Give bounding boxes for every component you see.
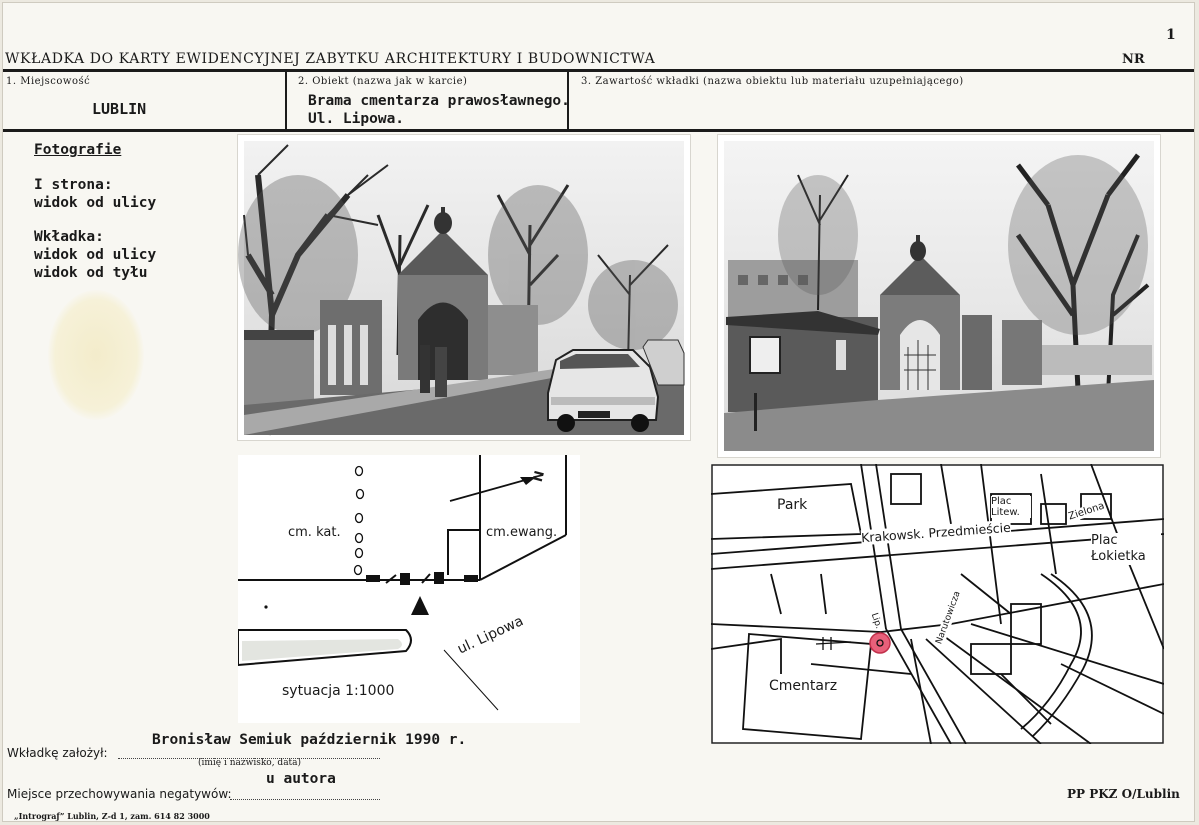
map-label-park: Park (777, 497, 808, 513)
sidebar-line-3: Wkładka: (34, 229, 104, 245)
label-sytuacja: sytuacja 1:1000 (282, 683, 395, 699)
nr-label: NR (1122, 52, 1145, 67)
miejsce-dotted-line (230, 799, 380, 800)
map-label-narutowicza: Narutowicza (934, 589, 963, 646)
printer-imprint: „Intrograƒ” Lublin, Z-d 1, zam. 614 82 3000 (14, 811, 210, 821)
photo-rear-view-image (718, 135, 1160, 457)
map-label-zielona: Zielona (1067, 500, 1106, 523)
map-label-lipowa: Lip. (868, 611, 884, 631)
miejsce-label: Miejsce przechowywania negatywów: (7, 787, 232, 801)
obiekt-line-1: Brama cmentarza prawosławnego. (308, 93, 570, 109)
map-label-cmentarz: Cmentarz (769, 678, 838, 694)
label-ul-lipowa: ul. Lipowa (455, 613, 526, 658)
miejscowosc-value: LUBLIN (92, 100, 147, 118)
institution-stamp: PP PKZ O/Lublin (1067, 787, 1180, 801)
miejscowosc-label: 1. Miejscowość (6, 76, 91, 87)
city-map (711, 464, 1164, 744)
map-label-plac-litewski: Plac Litew. (991, 496, 1031, 518)
field-divider-1 (285, 72, 287, 129)
sidebar-heading: Fotografie (34, 142, 122, 158)
north-arrow-letter: N (530, 469, 549, 484)
photo-street-view-image (238, 135, 690, 440)
fields-rule (3, 129, 1194, 132)
map-label-plac-lokietka: Plac Łokietka (1091, 533, 1161, 565)
site-plan (238, 455, 580, 723)
label-cm-ewang: cm.ewang. (486, 525, 558, 540)
glue-stain (48, 290, 144, 420)
sidebar-line-5: widok od tyłu (34, 265, 148, 281)
sidebar-line-1: I strona: (34, 177, 113, 193)
photo-rear-view (717, 134, 1161, 458)
sidebar-line-4: widok od ulicy (34, 247, 157, 263)
obiekt-label: 2. Obiekt (nazwa jak w karcie) (298, 76, 468, 87)
photo-street-view (237, 134, 691, 441)
zawartosc-label: 3. Zawartość wkładki (nazwa obiektu lub materiału uzupełniającego) (581, 76, 964, 87)
zalozyl-hint: (imię i nazwisko, data) (198, 758, 302, 768)
zalozyl-label: Wkładkę założył: (7, 746, 108, 760)
map-label-krakowskie: Krakowsk. Przedmieście (860, 519, 1012, 546)
page-number: 1 (1166, 27, 1176, 43)
obiekt-line-2: Ul. Lipowa. (308, 111, 405, 127)
zalozyl-value: Bronisław Semiuk październik 1990 r. (152, 732, 467, 748)
sidebar-line-2: widok od ulicy (34, 195, 157, 211)
header-rule (3, 69, 1194, 72)
miejsce-value: u autora (266, 771, 336, 787)
card-title: WKŁADKA DO KARTY EWIDENCYJNEJ ZABYTKU ARCHITEKTURY I BUDOWNICTWA (5, 51, 656, 67)
label-cm-kat: cm. kat. (288, 525, 341, 540)
